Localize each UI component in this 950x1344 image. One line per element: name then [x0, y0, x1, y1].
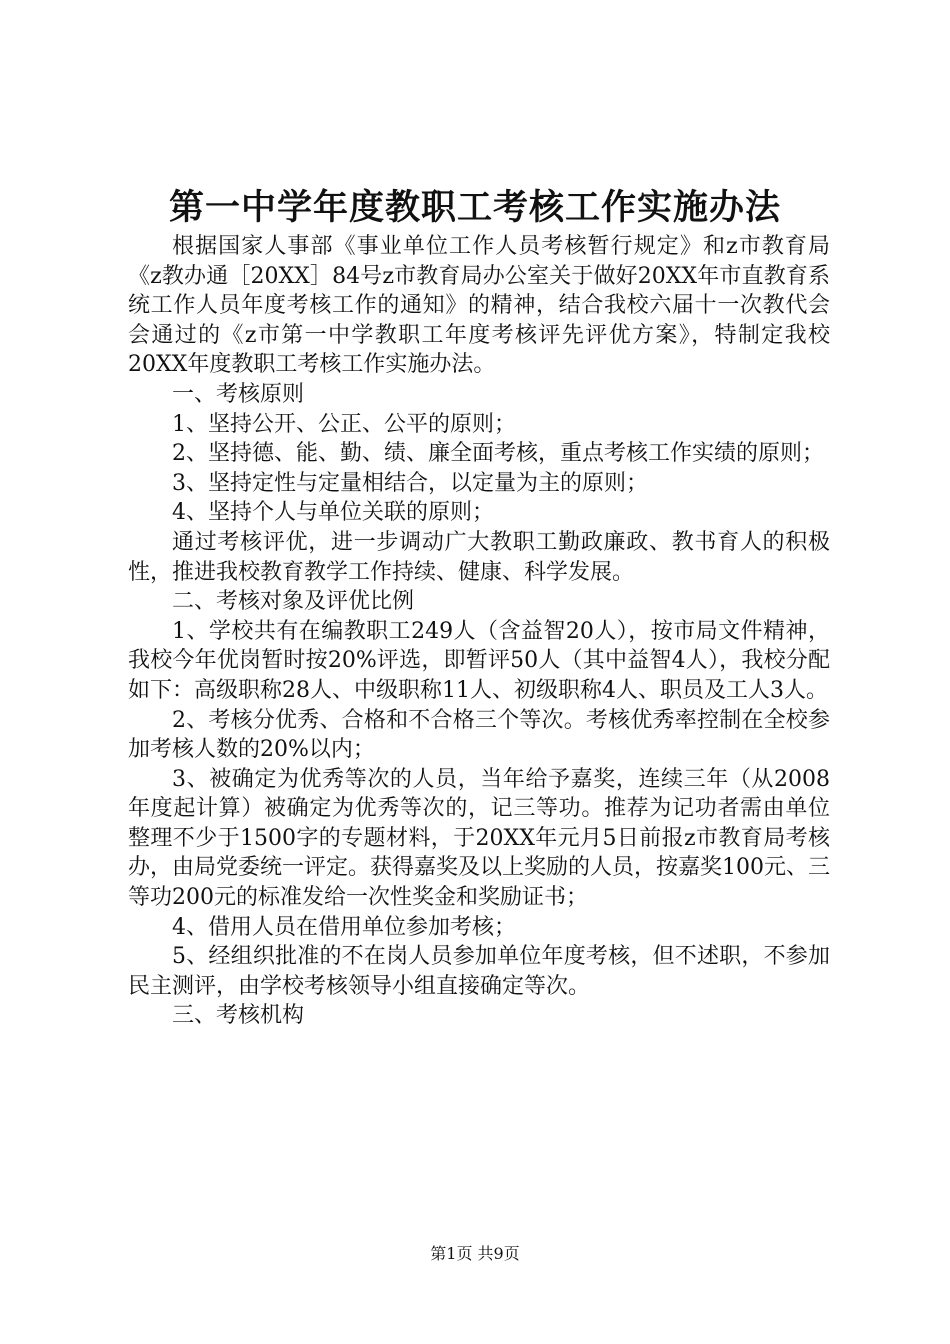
target-item: 2、考核分优秀、合格和不合格三个等次。考核优秀率控制在全校参加考核人数的20%以内； [128, 707, 830, 763]
target-item: 1、学校共有在编教职工249人（含益智20人），按市局文件精神，我校今年优岗暂时按20%评选，即暂评50人（其中益智4人），我校分配如下：高级职称28人、中级职称11人、初级职称4人、职员及工人3人。 [128, 618, 830, 703]
principle-item: 2、坚持德、能、勤、绩、廉全面考核，重点考核工作实绩的原则； [172, 441, 824, 467]
target-item: 4、借用人员在借用单位参加考核； [172, 914, 516, 940]
page-footer: 第1页 共9页 [430, 1244, 520, 1263]
target-item: 5、经组织批准的不在岗人员参加单位年度考核，但不述职，不参加民主测评，由学校考核领导小组直接确定等次。 [128, 944, 830, 999]
intro-paragraph: 根据国家人事部《事业单位工作人员考核暂行规定》和z市教育局《z教办通［20XX］84号z市教育局办公室关于做好20XX年市直教育系统工作人员年度考核工作的通知》的精神，结合我校六届十一次教代会会通过的《z市第一中学教职工年度考核评先评优方案》，特制定我校20XX年度教职工考核工作实施办法。 [128, 234, 830, 378]
principle-item: 4、坚持个人与单位关联的原则； [172, 500, 494, 526]
section-heading-targets: 二、考核对象及评优比例 [172, 589, 415, 615]
section-heading-organization: 三、考核机构 [172, 1003, 305, 1029]
principles-summary-paragraph: 通过考核评优，进一步调动广大教职工勤政廉政、教书育人的积极性，推进我校教育教学工作持续、健康、科学发展。 [128, 529, 830, 585]
section-heading-principles: 一、考核原则 [172, 381, 305, 407]
target-item: 3、被确定为优秀等次的人员，当年给予嘉奖，连续三年（从2008年度起计算）被确定为优秀等次的，记三等功。推荐为记功者需由单位整理不少于1500字的专题材料，于20XX年元月5日前报z市教育局考核办，由局党委统一评定。获得嘉奖及以上奖励的人员，按嘉奖100元、三等功200元的标准发给一次性奖金和奖励证书； [128, 766, 830, 911]
principle-item: 3、坚持定性与定量相结合，以定量为主的原则； [172, 470, 648, 496]
document-title: 第一中学年度教职工考核工作实施办法 [168, 187, 781, 228]
document-body [128, 232, 830, 1031]
principle-item: 1、坚持公开、公正、公平的原则； [172, 411, 516, 437]
